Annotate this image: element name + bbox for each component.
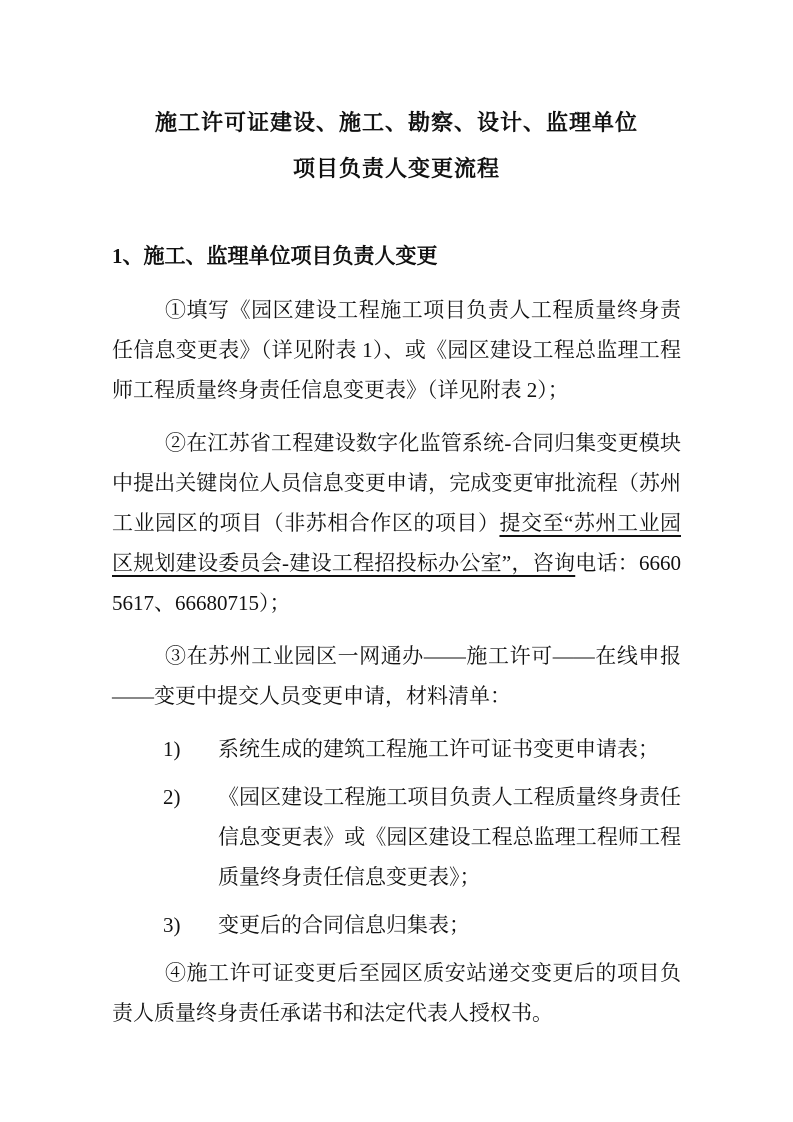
document-title-line-1: 施工许可证建设、施工、勘察、设计、监理单位 bbox=[154, 110, 638, 135]
list-item-3 bbox=[112, 905, 681, 945]
list-item-2 bbox=[112, 777, 681, 897]
list-item-3-number: 3) bbox=[163, 913, 181, 937]
document-title bbox=[112, 100, 681, 192]
list-item-1-text: 系统生成的建筑工程施工许可证书变更申请表； bbox=[218, 737, 659, 761]
paragraph-step-4: ④施工许可证变更后至园区质安站递交变更后的项目负责人质量终身责任承诺书和法定代表人授权书。 bbox=[112, 961, 681, 1025]
list-item-2-number: 2) bbox=[163, 785, 181, 809]
paragraph-step-1: ①填写《园区建设工程施工项目负责人工程质量终身责任信息变更表》（详见附表 1）、或《园区建设工程总监理工程师工程质量终身责任信息变更表》（详见附表 2）； bbox=[112, 298, 681, 402]
list-item-3-text: 变更后的合同信息归集表； bbox=[218, 913, 470, 937]
paragraph-step-3: ③在苏州工业园区一网通办——施工许可——在线申报——变更中提交人员变更申请，材料清单： bbox=[112, 644, 681, 708]
list-item-2-text: 《园区建设工程施工项目负责人工程质量终身责任信息变更表》或《园区建设工程总监理工程师工程质量终身责任信息变更表》； bbox=[218, 785, 681, 889]
underlined-submission-office-text: 提交至“苏州工业园区规划建设委员会-建设工程招投标办公室”，咨询 bbox=[112, 511, 681, 575]
paragraph-step-2-text: ②在江苏省工程建设数字化监管系统-合同归集变更模块中提出关键岗位人员信息变更申请，完成变更审批流程（苏州工业园区的项目（非苏相合作区的项目） bbox=[112, 431, 681, 535]
paragraph-step-2-phone-text: 电话：66605617、66680715）； bbox=[112, 551, 682, 615]
paragraph-step-2 bbox=[112, 423, 681, 623]
document-title-line-2: 项目负责人变更流程 bbox=[292, 156, 500, 181]
materials-list bbox=[112, 729, 681, 945]
list-item-1-number: 1) bbox=[163, 737, 181, 761]
list-item-1 bbox=[112, 729, 681, 769]
section-1-heading: 1、施工、监理单位项目负责人变更 bbox=[112, 244, 438, 268]
